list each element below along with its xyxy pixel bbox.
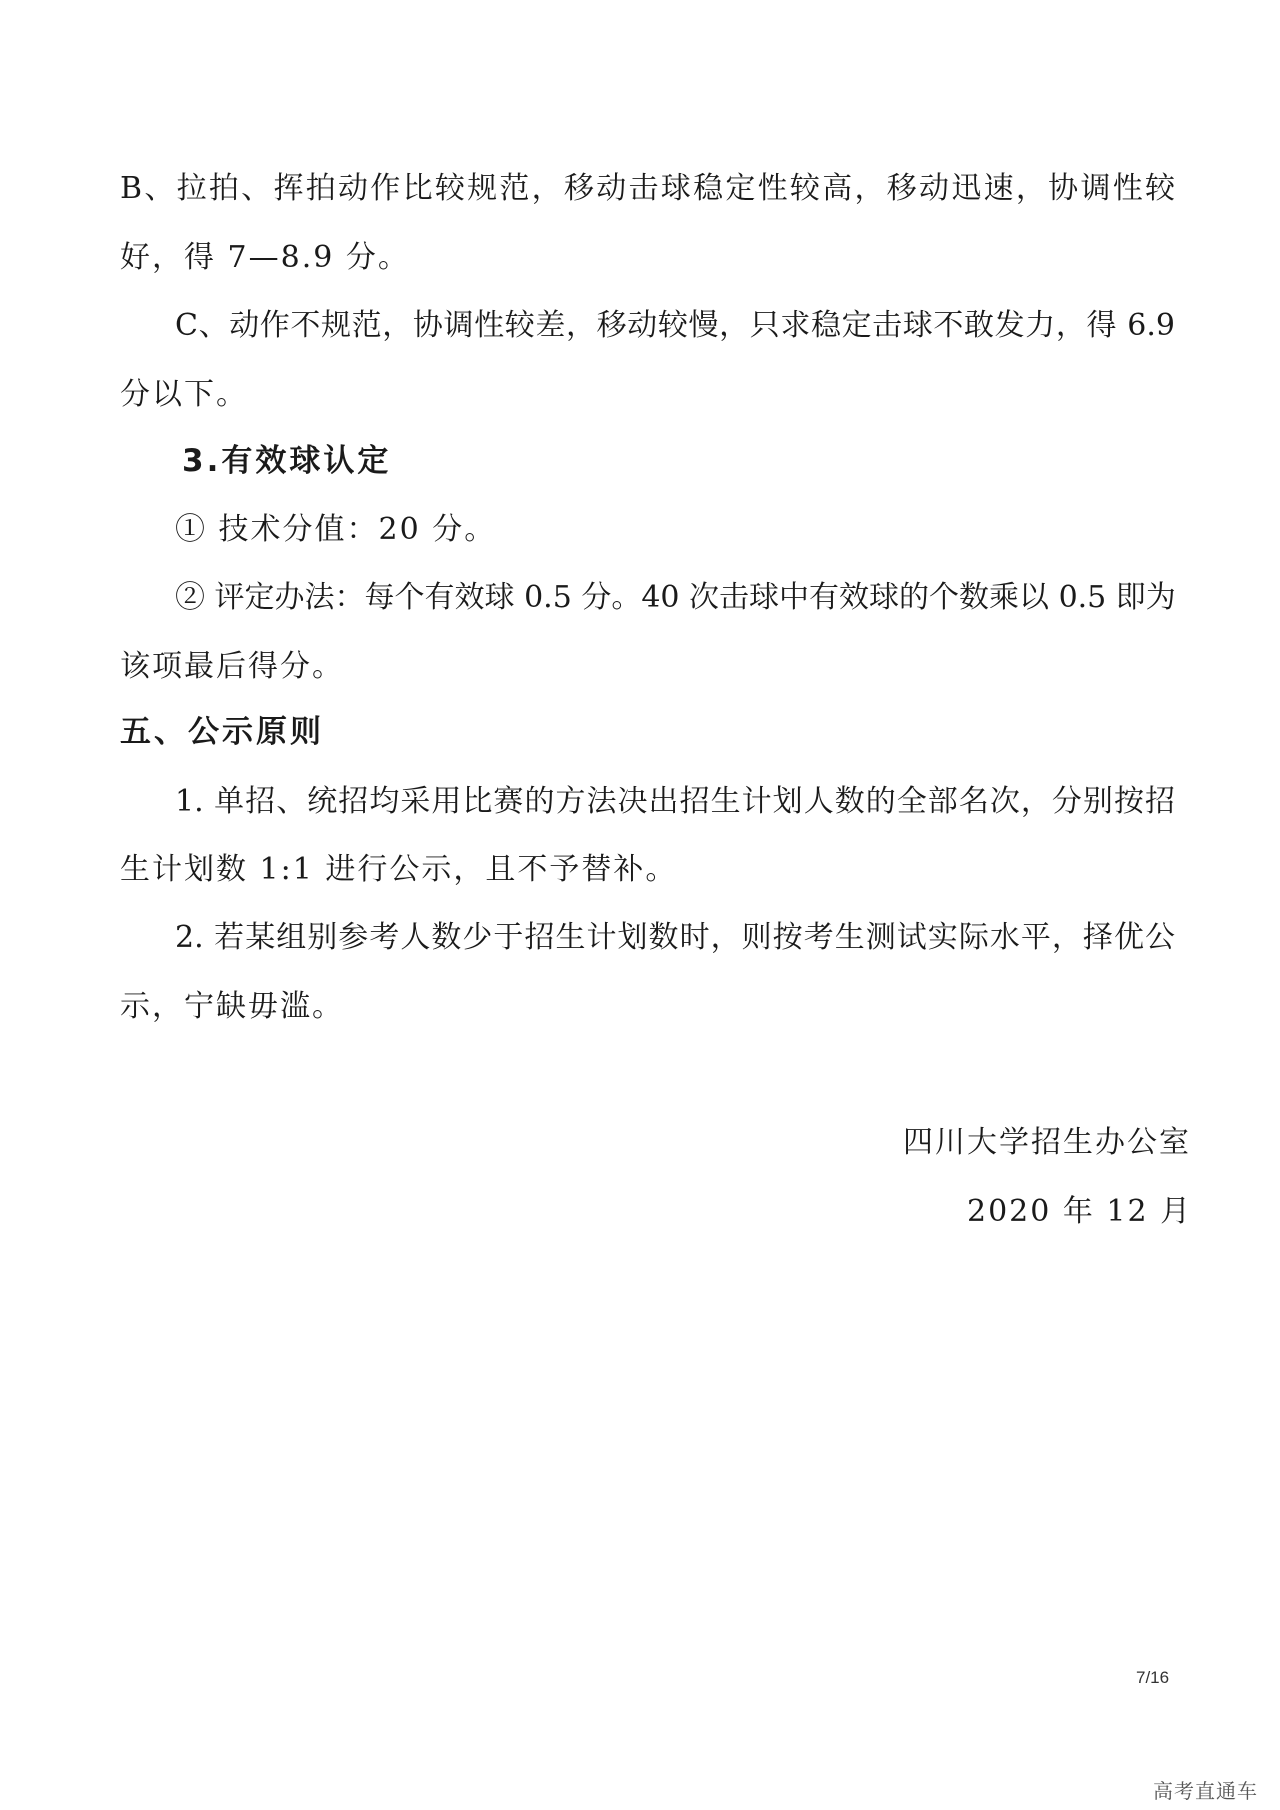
principle-1-line-1: 1. 单招、统招均采用比赛的方法决出招生计划人数的全部名次，分别按招 xyxy=(175,784,1175,819)
signature-date: 2020 年 12 月 xyxy=(967,1194,1193,1229)
paragraph-c-line-1: C、动作不规范，协调性较差，移动较慢，只求稳定击球不敢发力，得 6.9 xyxy=(175,308,1175,343)
principle-2-line-1: 2. 若某组别参考人数少于招生计划数时，则按考生测试实际水平，择优公 xyxy=(175,920,1175,955)
heading-publicity-principles: 五、公示原则 xyxy=(120,714,324,750)
signature-office: 四川大学招生办公室 xyxy=(903,1125,1191,1160)
principle-1-line-2: 生计划数 1:1 进行公示，且不予替补。 xyxy=(120,852,678,887)
paragraph-b-line-1: B、拉拍、挥拍动作比较规范，移动击球稳定性较高，移动迅速，协调性较 xyxy=(120,171,1175,206)
item-technical-score: ① 技术分值：20 分。 xyxy=(175,512,497,547)
principle-2-line-2: 示，宁缺毋滥。 xyxy=(120,989,344,1024)
page-number: 7/16 xyxy=(1136,1668,1170,1687)
paragraph-b-line-2: 好，得 7—8.9 分。 xyxy=(120,240,410,275)
watermark-text: 高考直通车 xyxy=(1153,1779,1258,1803)
heading-valid-ball: 3.有效球认定 xyxy=(182,443,392,479)
item-evaluation-method-line-1: ② 评定办法：每个有效球 0.5 分。40 次击球中有效球的个数乘以 0.5 即为 xyxy=(175,580,1176,615)
paragraph-c-line-2: 分以下。 xyxy=(120,377,248,412)
item-evaluation-method-line-2: 该项最后得分。 xyxy=(120,649,344,684)
